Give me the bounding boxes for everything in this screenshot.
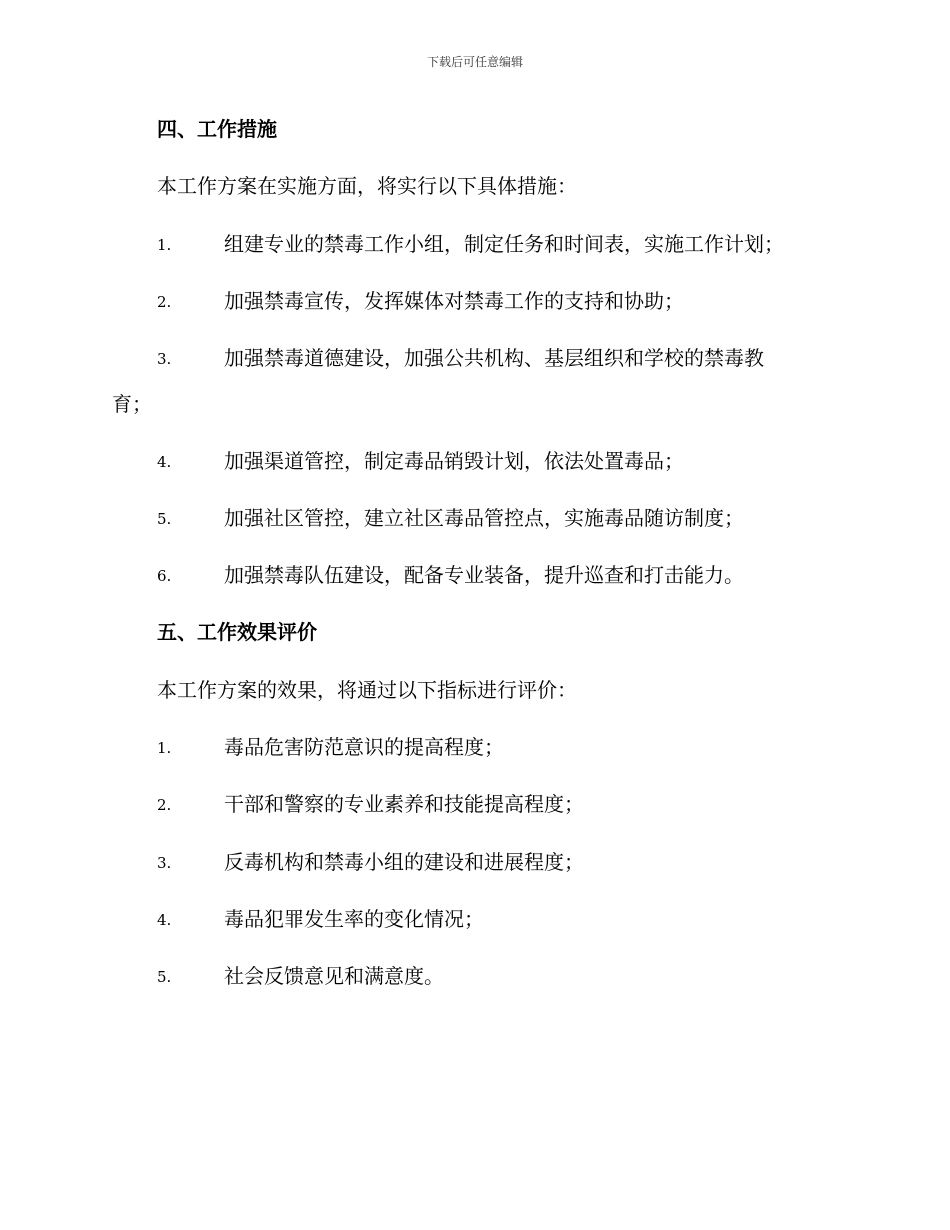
list-item-number: 3. xyxy=(157,350,172,368)
list-item-text: 加强禁毒道德建设，加强公共机构、基层组织和学校的禁毒教 xyxy=(224,346,764,370)
list-item-text: 加强渠道管控，制定毒品销毁计划，依法处置毒品； xyxy=(224,449,684,473)
list-item-text: 组建专业的禁毒工作小组，制定任务和时间表，实施工作计划； xyxy=(224,232,784,256)
list-item-number: 5. xyxy=(157,510,172,528)
list-item-number: 2. xyxy=(157,293,172,311)
list-item-continuation: 育； xyxy=(112,392,152,416)
list-item-text: 毒品危害防范意识的提高程度； xyxy=(224,735,504,759)
list-item-number: 4. xyxy=(157,453,172,471)
list-item-number: 4. xyxy=(157,911,172,929)
list-item-text: 加强社区管控，建立社区毒品管控点，实施毒品随访制度； xyxy=(224,506,744,530)
list-item-number: 1. xyxy=(157,236,172,254)
list-item-text: 反毒机构和禁毒小组的建设和进展程度； xyxy=(224,850,584,874)
list-item-number: 6. xyxy=(157,567,172,585)
section-heading-evaluation: 五、工作效果评价 xyxy=(157,620,317,644)
list-item-number: 3. xyxy=(157,854,172,872)
list-item-text: 加强禁毒宣传，发挥媒体对禁毒工作的支持和协助； xyxy=(224,289,684,313)
page-header: 下载后可任意编辑 xyxy=(426,55,523,69)
section-intro-measures: 本工作方案在实施方面，将实行以下具体措施： xyxy=(157,174,577,198)
list-item-number: 5. xyxy=(157,968,172,986)
list-item-text: 毒品犯罪发生率的变化情况； xyxy=(224,907,484,931)
list-item-text: 加强禁毒队伍建设，配备专业装备，提升巡查和打击能力。 xyxy=(224,563,744,587)
section-heading-measures: 四、工作措施 xyxy=(157,117,277,141)
list-item-number: 2. xyxy=(157,796,172,814)
section-intro-evaluation: 本工作方案的效果，将通过以下指标进行评价： xyxy=(157,678,577,702)
list-item-number: 1. xyxy=(157,739,172,757)
list-item-text: 社会反馈意见和满意度。 xyxy=(224,964,444,988)
list-item-text: 干部和警察的专业素养和技能提高程度； xyxy=(224,792,584,816)
